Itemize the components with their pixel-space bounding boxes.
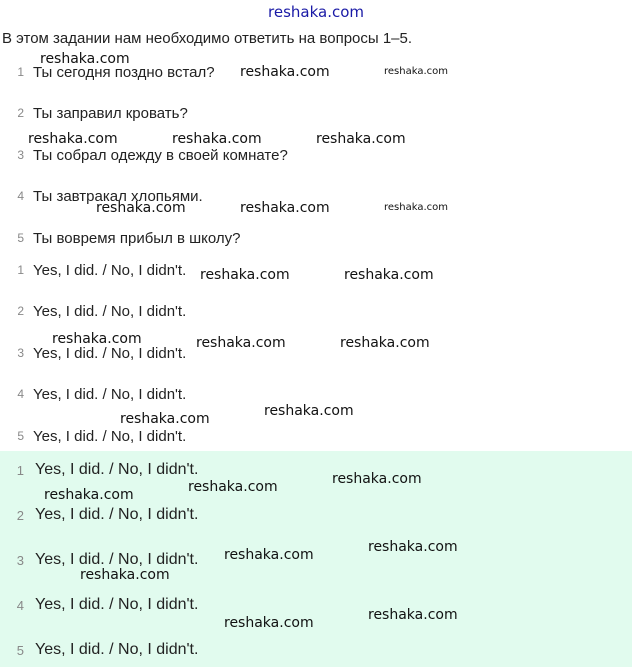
answer-number: 1 (16, 462, 24, 478)
watermark: reshaka.com (120, 411, 210, 427)
watermark: reshaka.com (52, 331, 142, 347)
watermark: reshaka.com (40, 51, 130, 67)
answer-text: Yes, I did. / No, I didn't. (35, 551, 199, 568)
response-row (0, 342, 186, 364)
question-text: Ты вовремя прибыл в школу? (33, 229, 241, 247)
answer-row (0, 638, 198, 662)
task-intro: В этом задании нам необходимо ответить на вопросы 1–5. (2, 30, 413, 47)
question-row (0, 102, 188, 124)
site-logo[interactable]: reshaka.com (268, 3, 364, 21)
answer-number: 2 (16, 507, 24, 523)
watermark: reshaka.com (368, 607, 458, 623)
question-row (0, 144, 288, 166)
answer-row (0, 593, 198, 617)
watermark: reshaka.com (196, 335, 286, 351)
response-text: Yes, I did. / No, I didn't. (33, 302, 187, 320)
watermark: reshaka.com (264, 403, 354, 419)
question-text: Ты сегодня поздно встал? (33, 63, 215, 81)
response-number: 5 (17, 429, 24, 443)
watermark: reshaka.com (240, 200, 330, 216)
question-row (0, 61, 215, 83)
question-text: Ты собрал одежду в своей комнате? (33, 146, 288, 164)
response-text: Yes, I did. / No, I didn't. (33, 427, 187, 445)
answer-text: Yes, I did. / No, I didn't. (35, 641, 199, 658)
answer-text: Yes, I did. / No, I didn't. (35, 506, 199, 523)
watermark: reshaka.com (384, 202, 448, 213)
answer-number: 3 (16, 552, 24, 568)
answer-row (0, 458, 198, 482)
question-text: Ты завтракал хлопьями. (33, 187, 203, 205)
answer-row (0, 503, 198, 527)
question-number: 1 (17, 65, 24, 79)
site-header (0, 0, 632, 26)
watermark: reshaka.com (340, 335, 430, 351)
question-number: 2 (17, 106, 24, 120)
answer-number: 4 (16, 597, 24, 613)
watermark: reshaka.com (172, 131, 262, 147)
watermark: reshaka.com (344, 267, 434, 283)
watermark: reshaka.com (28, 131, 118, 147)
response-number: 2 (17, 304, 24, 318)
question-number: 3 (17, 148, 24, 162)
response-text: Yes, I did. / No, I didn't. (33, 261, 187, 279)
question-number: 5 (17, 231, 24, 245)
answer-block (0, 451, 632, 667)
watermark: reshaka.com (44, 487, 134, 503)
response-row (0, 300, 186, 322)
question-number: 4 (17, 189, 24, 203)
watermark: reshaka.com (384, 66, 448, 77)
response-number: 4 (17, 387, 24, 401)
response-row (0, 259, 186, 281)
response-number: 1 (17, 263, 24, 277)
watermark: reshaka.com (316, 131, 406, 147)
response-number: 3 (17, 346, 24, 360)
response-row (0, 425, 186, 447)
watermark: reshaka.com (332, 471, 422, 487)
answer-number: 5 (16, 642, 24, 658)
question-row (0, 185, 203, 207)
question-text: Ты заправил кровать? (33, 104, 188, 122)
watermark: reshaka.com (224, 615, 314, 631)
watermark: reshaka.com (188, 479, 278, 495)
answer-text: Yes, I did. / No, I didn't. (35, 461, 199, 478)
watermark: reshaka.com (200, 267, 290, 283)
watermark: reshaka.com (240, 64, 330, 80)
answer-row (0, 548, 198, 572)
watermark: reshaka.com (96, 200, 186, 216)
response-text: Yes, I did. / No, I didn't. (33, 385, 187, 403)
response-row (0, 383, 186, 405)
watermark: reshaka.com (80, 567, 170, 583)
response-text: Yes, I did. / No, I didn't. (33, 344, 187, 362)
question-row (0, 227, 241, 249)
watermark: reshaka.com (224, 547, 314, 563)
watermark: reshaka.com (368, 539, 458, 555)
answer-text: Yes, I did. / No, I didn't. (35, 596, 199, 613)
